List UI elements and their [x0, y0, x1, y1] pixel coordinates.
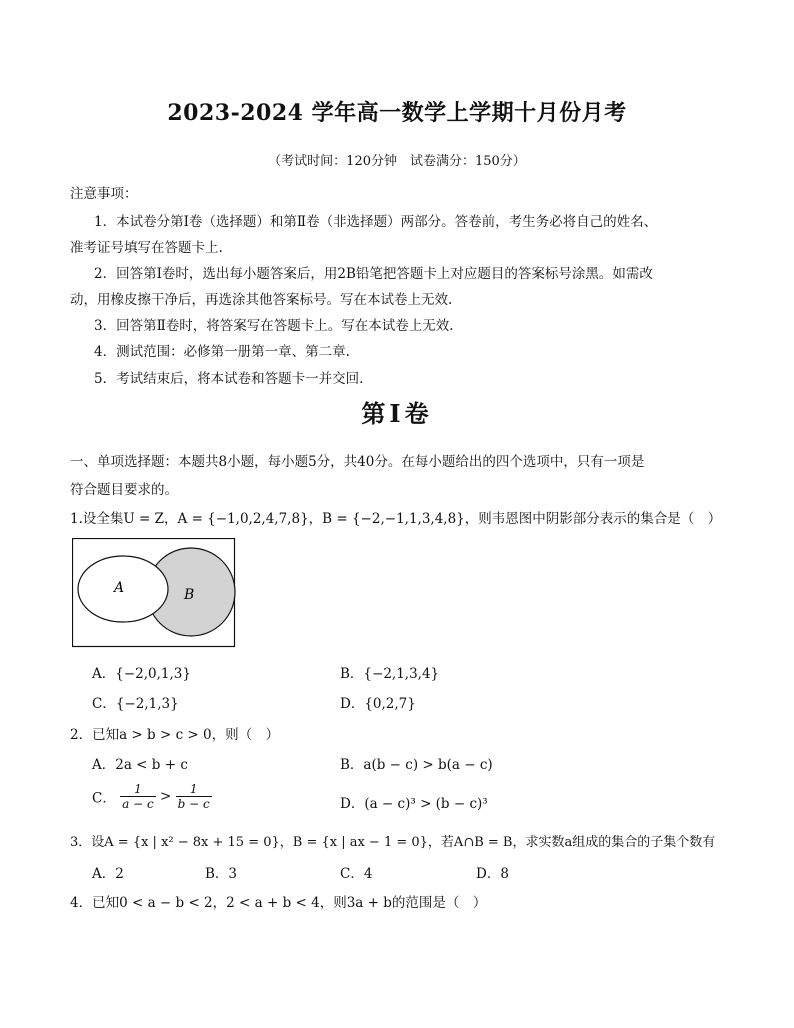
exam-title: 2023-2024 学年高一数学上学期十月份月考: [167, 100, 627, 126]
venn-label-b: B: [184, 587, 195, 603]
question-3-stem: 3．设A = {x | x² − 8x + 15 = 0}，B = {x | ax − 1 = 0}，若A∩B = B，求实数a组成的集合的子集个数有: [70, 835, 716, 850]
note-item-1-line-1: 1．本试卷分第Ⅰ卷（选择题）和第Ⅱ卷（非选择题）两部分。答卷前，考生务必将自己的姓名、: [94, 214, 658, 230]
note-item-3: 3．回答第Ⅱ卷时，将答案写在答题卡上。写在本试卷上无效.: [94, 318, 454, 334]
q1-option-a: A．{−2,0,1,3}: [92, 666, 191, 682]
section-intro-line-1: 一、单项选择题：本题共8小题，每小题5分，共40分。在每小题给出的四个选项中，只有一项是: [70, 454, 645, 470]
q1-option-c: C．{−2,1,3}: [92, 696, 179, 712]
q3-option-a: A．2: [92, 866, 124, 882]
notes-heading: 注意事项：: [70, 186, 138, 202]
q2-option-c-label: C．: [92, 790, 116, 807]
q2-option-c-gt: >: [160, 788, 172, 805]
section-intro-line-2: 符合题目要求的。: [70, 482, 178, 498]
q2-option-b: B．a(b − c) > b(a − c): [340, 757, 493, 773]
q3-option-d: D．8: [476, 866, 509, 882]
note-item-1-line-2: 准考证号填写在答题卡上.: [70, 240, 223, 256]
question-2-stem: 2．已知a > b > c > 0，则（ ）: [70, 727, 280, 743]
q3-option-c: C．4: [340, 866, 373, 882]
q2-option-a: A．2a < b + c: [92, 757, 188, 773]
q1-option-d: D．{0,2,7}: [340, 696, 416, 712]
q2-option-c-fraction-1: [120, 782, 156, 811]
q1-option-b: B．{−2,1,3,4}: [340, 666, 440, 682]
question-1-stem: 1.设全集U = Z，A = {−1,0,2,4,7,8}，B = {−2,−1,1,3,4,8}，则韦恩图中阴影部分表示的集合是（ ）: [70, 511, 722, 527]
venn-diagram: [72, 538, 236, 648]
venn-label-a: A: [114, 580, 125, 596]
fraction-1-denominator: a − c: [122, 797, 154, 811]
exam-subtitle: （考试时间：120分钟 试卷满分：150分）: [268, 154, 526, 169]
q2-option-d: D．(a − c)³ > (b − c)³: [340, 796, 488, 812]
question-4-stem: 4．已知0 < a − b < 2，2 < a + b < 4，则3a + b的范围是（ ）: [70, 895, 487, 911]
note-item-2-line-1: 2．回答第Ⅰ卷时，选出每小题答案后，用2B铅笔把答题卡上对应题目的答案标号涂黑。如需改: [94, 266, 653, 282]
fraction-2-numerator: 1: [176, 782, 212, 797]
q2-option-c: [92, 782, 212, 811]
note-item-4: 4．测试范围：必修第一册第一章、第二章.: [94, 344, 350, 360]
note-item-2-line-2: 动，用橡皮擦干净后，再选涂其他答案标号。写在本试卷上无效.: [70, 292, 453, 308]
section-heading: 第Ⅰ卷: [361, 399, 433, 428]
fraction-1-numerator: 1: [120, 782, 156, 797]
q2-option-c-fraction-2: [176, 782, 212, 811]
note-item-5: 5．考试结束后，将本试卷和答题卡一并交回.: [94, 371, 364, 387]
q3-option-b: B．3: [205, 866, 238, 882]
fraction-2-denominator: b − c: [177, 797, 210, 811]
